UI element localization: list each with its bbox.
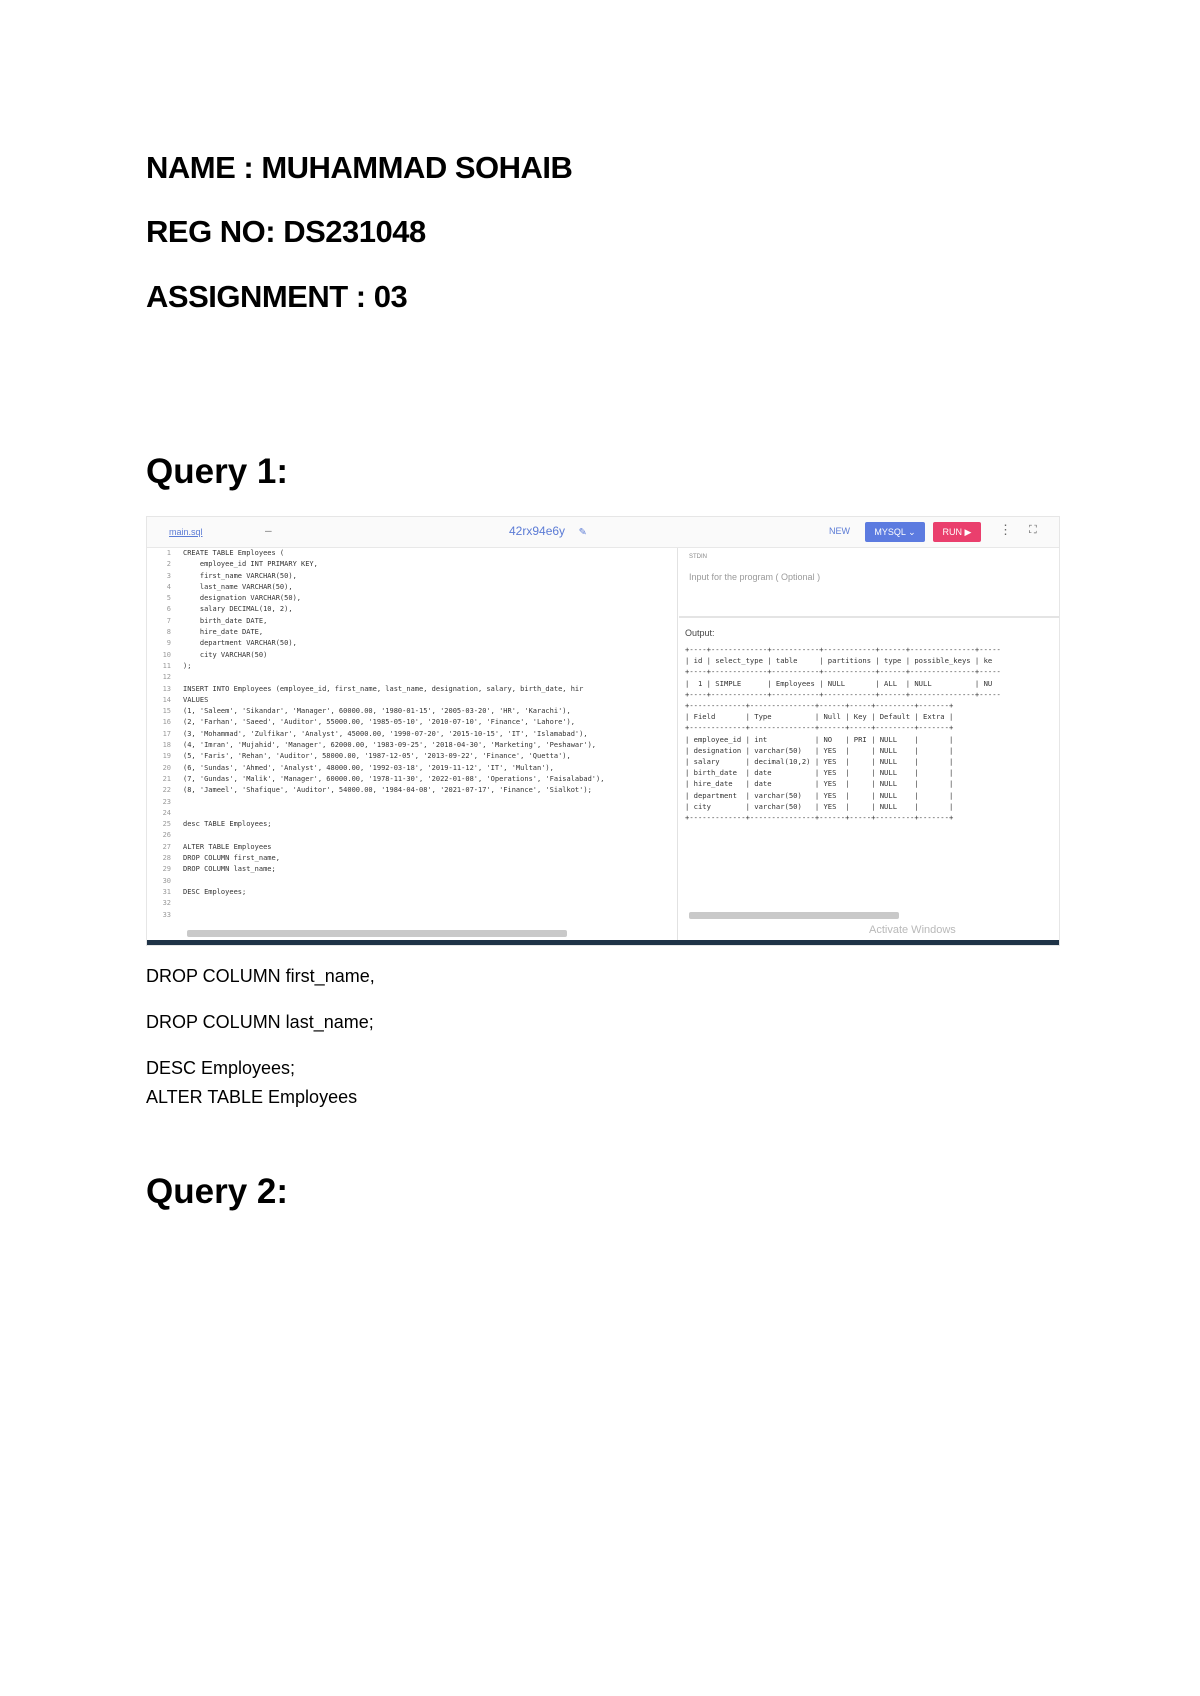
code-line: (2, 'Farhan', 'Saeed', 'Auditor', 55000.00, '1985-05-10', '2010-07-10', 'Finance', 'Lahore'),	[183, 718, 575, 727]
panel-divider[interactable]	[679, 616, 1059, 618]
code-line: desc TABLE Employees;	[183, 820, 272, 829]
line-number: 28	[162, 854, 171, 863]
code-line: DROP COLUMN last_name;	[183, 865, 276, 874]
line-number: 27	[162, 842, 171, 851]
output-line: | department | varchar(50) | YES | | NULL | |	[685, 790, 954, 800]
code-line	[183, 797, 677, 808]
student-name: NAME : MUHAMMAD SOHAIB	[146, 150, 573, 185]
output-line: +----+-------------+-----------+------------+------+---------------+-----	[685, 689, 1001, 699]
editor-toolbar	[147, 517, 1059, 548]
line-number: 18	[162, 741, 171, 750]
pencil-icon[interactable]: ✎	[579, 524, 587, 538]
code-line: );	[183, 661, 192, 670]
editor-horizontal-scrollbar[interactable]	[187, 930, 567, 937]
line-number: 22	[162, 786, 171, 795]
registration-number: REG NO: DS231048	[146, 214, 426, 249]
code-line: VALUES	[183, 695, 209, 704]
line-number: 26	[162, 831, 171, 840]
program-id: 42rx94e6y	[509, 524, 566, 538]
output-horizontal-scrollbar[interactable]	[689, 912, 899, 919]
line-number: 16	[162, 718, 171, 727]
code-line: birth_date DATE,	[183, 616, 268, 625]
line-number: 29	[162, 865, 171, 874]
output-line: | salary | decimal(10,2) | YES | | NULL | |	[685, 757, 954, 767]
output-line: +-------------+---------------+------+-----+---------+-------+	[685, 723, 954, 733]
code-line	[183, 672, 677, 683]
code-line: hire_date DATE,	[183, 628, 264, 637]
line-number: 9	[166, 639, 171, 648]
line-number: 5	[166, 594, 171, 603]
code-area[interactable]	[183, 548, 677, 928]
code-line: department VARCHAR(50),	[183, 639, 297, 648]
line-number: 25	[162, 820, 171, 829]
code-line: (4, 'Imran', 'Mujahid', 'Manager', 62000.00, '1983-09-25', '2018-04-30', 'Marketing', 'Peshawar'),	[183, 741, 597, 750]
code-line	[183, 898, 677, 909]
code-line: (6, 'Sundas', 'Ahmed', 'Analyst', 48000.00, '1992-03-18', '2019-11-12', 'IT', 'Multan'),	[183, 763, 554, 772]
line-number: 31	[162, 887, 171, 896]
code-line: employee_id INT PRIMARY KEY,	[183, 560, 318, 569]
line-number: 10	[162, 650, 171, 659]
code-line: DROP COLUMN first_name,	[183, 854, 280, 863]
line-number: 12	[162, 673, 171, 682]
output-line: +-------------+---------------+------+-----+---------+-------+	[685, 701, 954, 711]
output-line: | birth_date | date | YES | | NULL | |	[685, 768, 954, 778]
line-number: 33	[162, 910, 171, 919]
code-line: INSERT INTO Employees (employee_id, first_name, last_name, designation, salary, birth_date, hir	[183, 684, 584, 693]
expand-icon[interactable]: ⛶	[1029, 523, 1037, 536]
line-number: 2	[166, 560, 171, 569]
tab-close-icon[interactable]: —	[265, 524, 272, 537]
line-number: 13	[162, 684, 171, 693]
code-line: (5, 'Faris', 'Rehan', 'Auditor', 58000.00, '1987-12-05', '2013-09-22', 'Finance', 'Quetta'),	[183, 752, 571, 761]
code-line: (1, 'Saleem', 'Sikandar', 'Manager', 60000.00, '1980-01-15', '2005-03-20', 'HR', 'Karachi'),	[183, 707, 571, 716]
body-line: ALTER TABLE Employees	[146, 1087, 358, 1107]
assignment-number: ASSIGNMENT : 03	[146, 279, 408, 314]
output-line: +-------------+---------------+------+-----+---------+-------+	[685, 813, 954, 823]
query-2-heading: Query 2:	[146, 1172, 288, 1211]
line-number: 4	[166, 582, 171, 591]
code-line: designation VARCHAR(50),	[183, 594, 302, 603]
code-line: (3, 'Mohammad', 'Zulfikar', 'Analyst', 45000.00, '1990-07-20', '2015-10-15', 'IT', 'Islamabad'),	[183, 729, 588, 738]
line-number: 19	[162, 752, 171, 761]
stdin-input[interactable]: Input for the program ( Optional )	[689, 572, 821, 582]
code-line	[183, 876, 677, 887]
code-line: CREATE TABLE Employees (	[183, 549, 285, 557]
line-number: 8	[166, 628, 171, 637]
query-1-heading: Query 1:	[146, 452, 288, 491]
line-number: 17	[162, 729, 171, 738]
line-number: 3	[166, 571, 171, 580]
more-vertical-icon[interactable]: ⋮	[999, 523, 1012, 538]
new-button[interactable]: NEW	[829, 526, 850, 536]
body-line: DESC Employees;	[146, 1058, 296, 1078]
code-line: first_name VARCHAR(50),	[183, 571, 297, 580]
output-line: | city | varchar(50) | YES | | NULL | |	[685, 801, 954, 811]
code-line: last_name VARCHAR(50),	[183, 582, 293, 591]
output-line: | id | select_type | table | partitions | type | possible_keys | ke	[685, 656, 993, 666]
code-line: salary DECIMAL(10, 2),	[183, 605, 293, 614]
output-line: | designation | varchar(50) | YES | | NULL | |	[685, 745, 954, 755]
body-line: DROP COLUMN last_name;	[146, 1012, 374, 1032]
line-number: 1	[166, 549, 171, 557]
io-panel	[679, 548, 1059, 940]
output-label: Output:	[685, 628, 715, 638]
body-line: DROP COLUMN first_name,	[146, 966, 375, 986]
code-line	[183, 808, 677, 819]
output-line: | employee_id | int | NO | PRI | NULL | |	[685, 734, 954, 744]
stdin-label: STDIN	[689, 554, 707, 560]
line-number: 23	[162, 797, 171, 806]
line-number: 32	[162, 899, 171, 908]
output-console	[685, 644, 1055, 864]
code-line	[183, 830, 677, 841]
line-number: 7	[166, 616, 171, 625]
language-select-button[interactable]: MYSQL ⌄	[865, 522, 925, 542]
code-line: ALTER TABLE Employees	[183, 842, 272, 851]
output-line: | Field | Type | Null | Key | Default | Extra |	[685, 712, 954, 722]
code-line: DESC Employees;	[183, 887, 247, 896]
line-number-gutter	[147, 548, 175, 928]
taskbar-strip	[147, 940, 1060, 946]
line-number: 21	[162, 774, 171, 783]
output-line: +----+-------------+-----------+------------+------+---------------+-----	[685, 667, 1001, 677]
code-line: (7, 'Gundas', 'Malik', 'Manager', 60000.00, '1978-11-30', '2022-01-08', 'Operations', 'Faisalabad'),	[183, 774, 605, 783]
line-number: 24	[162, 808, 171, 817]
code-line: (8, 'Jameel', 'Shafique', 'Auditor', 54000.00, '1984-04-08', '2021-07-17', 'Finance', 'Sialkot');	[183, 786, 592, 795]
output-line: +----+-------------+-----------+------------+------+---------------+-----	[685, 645, 1001, 654]
code-editor[interactable]	[147, 548, 678, 940]
code-line: city VARCHAR(50)	[183, 650, 268, 659]
line-number: 11	[162, 661, 171, 670]
sql-editor-screenshot	[146, 516, 1060, 946]
run-button[interactable]: RUN ▶	[933, 522, 981, 542]
line-number: 20	[162, 763, 171, 772]
line-number: 14	[162, 695, 171, 704]
line-number: 15	[162, 707, 171, 716]
output-line: | hire_date | date | YES | | NULL | |	[685, 779, 954, 789]
activate-windows-watermark-title: Activate Windows	[869, 924, 956, 936]
output-line: | 1 | SIMPLE | Employees | NULL | ALL | NULL | NU	[685, 678, 993, 688]
line-number: 30	[162, 876, 171, 885]
file-tab[interactable]: main.sql	[169, 527, 203, 537]
code-line	[183, 910, 677, 921]
line-number: 6	[166, 605, 171, 614]
